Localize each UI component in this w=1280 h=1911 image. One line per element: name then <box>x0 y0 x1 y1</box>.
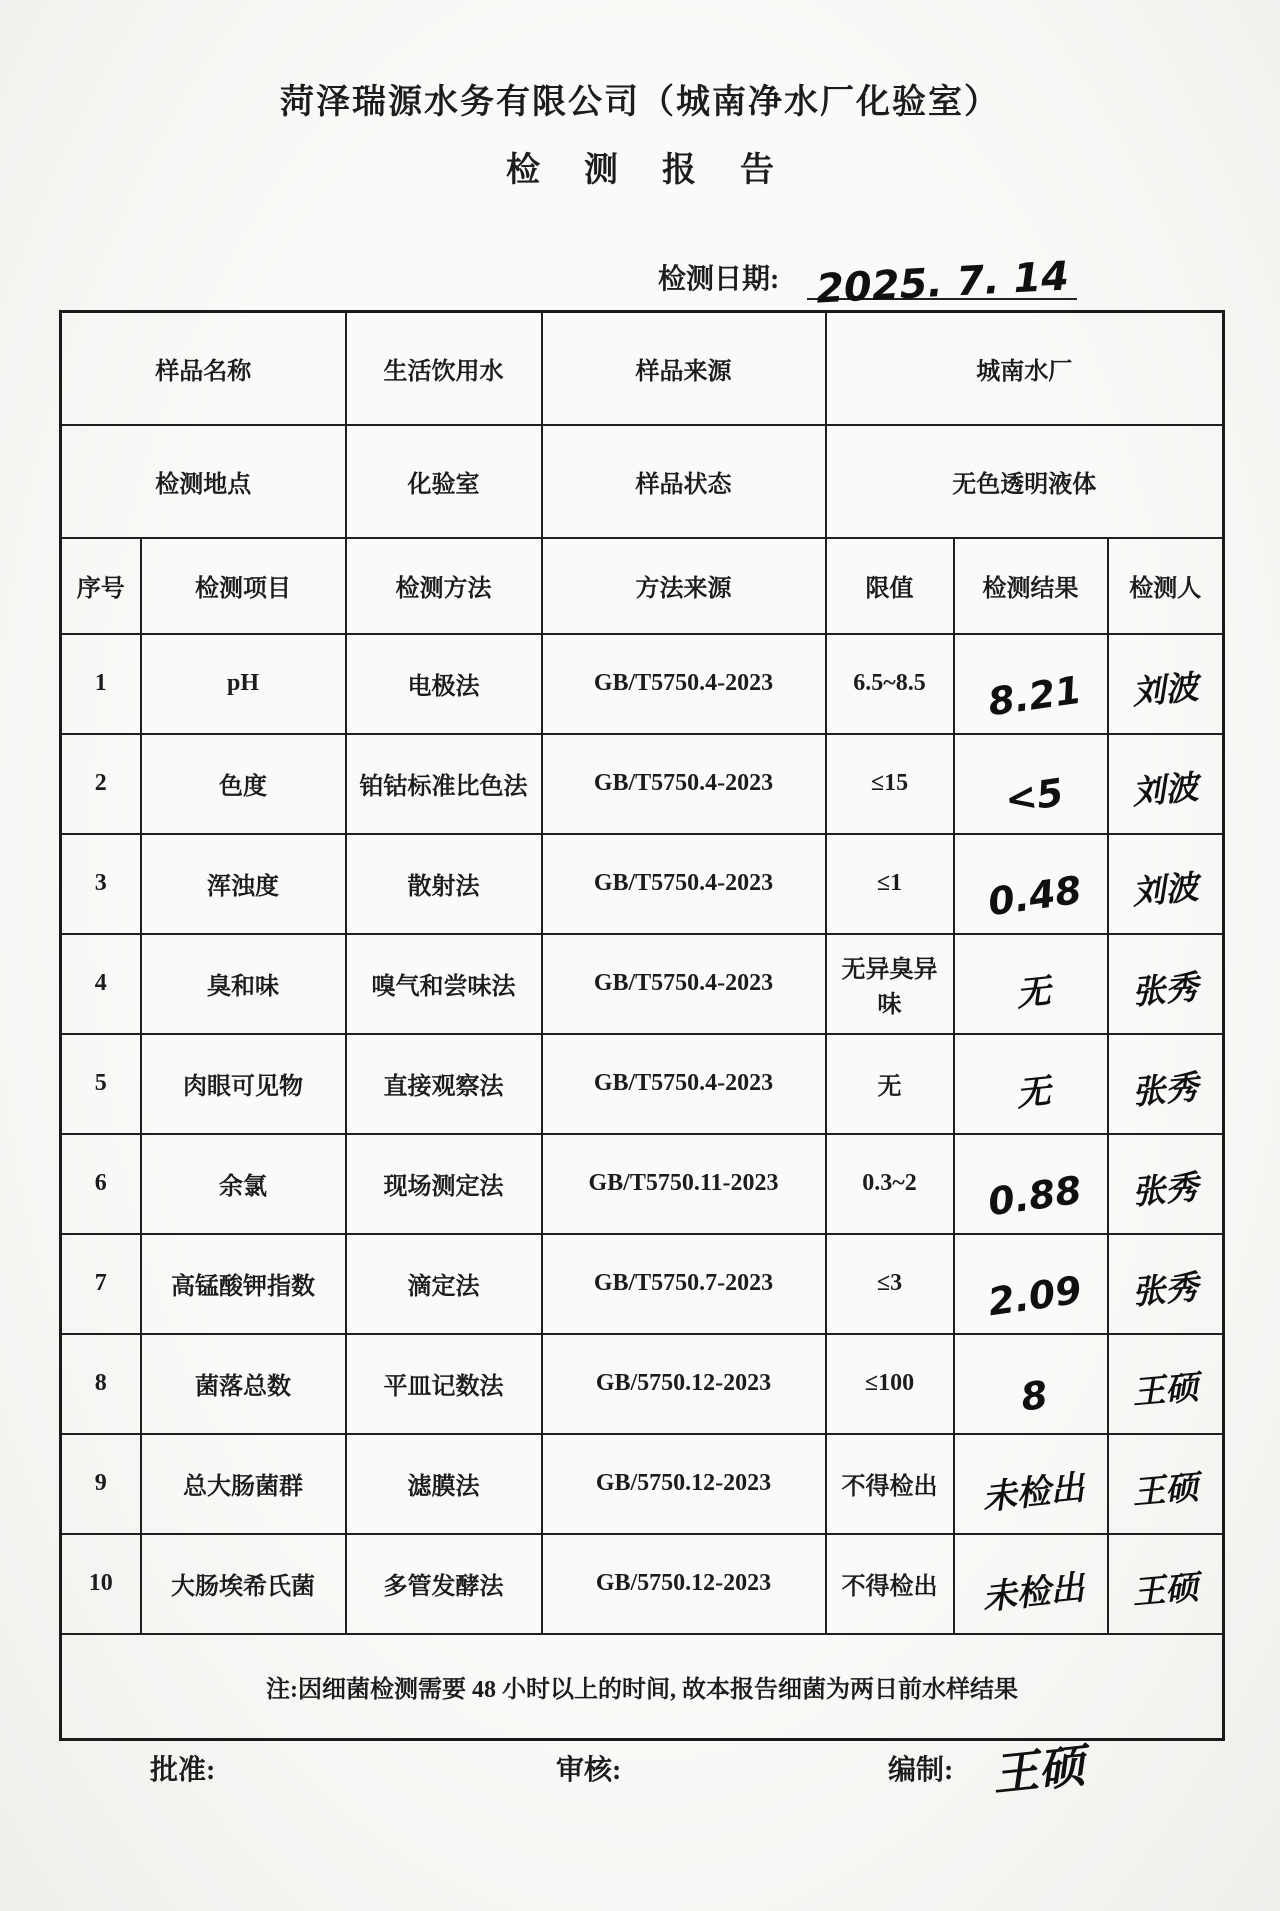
handwritten-signature: 王硕 <box>1130 1367 1200 1412</box>
cell-item: 高锰酸钾指数 <box>141 1234 346 1334</box>
table-row <box>61 1134 1224 1234</box>
cell-source: GB/5750.12-2023 <box>542 1334 826 1434</box>
cell-result <box>954 834 1108 934</box>
cell-limit: ≤15 <box>826 734 954 834</box>
table-row <box>61 1434 1224 1534</box>
handwritten-result: 2.09 <box>985 1267 1084 1324</box>
handwritten-signature: 王硕 <box>1130 1567 1200 1612</box>
col-header-source: 方法来源 <box>542 538 826 634</box>
table-row <box>61 734 1224 834</box>
handwritten-result: 8.21 <box>985 667 1084 724</box>
cell-limit: 不得检出 <box>826 1534 954 1634</box>
handwritten-signature: 刘波 <box>1130 667 1200 712</box>
test-location-label: 检测地点 <box>61 425 346 538</box>
col-header-item: 检测项目 <box>141 538 346 634</box>
cell-source: GB/T5750.4-2023 <box>542 834 826 934</box>
cell-no: 2 <box>61 734 141 834</box>
cell-method: 嗅气和尝味法 <box>346 934 542 1034</box>
cell-source: GB/T5750.4-2023 <box>542 634 826 734</box>
cell-method: 散射法 <box>346 834 542 934</box>
cell-tester <box>1108 1234 1224 1334</box>
prepare-signature-handwritten: 王硕 <box>989 1738 1087 1802</box>
handwritten-result: 0.48 <box>985 867 1084 924</box>
cell-no: 7 <box>61 1234 141 1334</box>
test-report-table <box>59 310 1225 1741</box>
cell-source: GB/T5750.4-2023 <box>542 934 826 1034</box>
cell-tester <box>1108 1034 1224 1134</box>
cell-tester <box>1108 734 1224 834</box>
col-header-result: 检测结果 <box>954 538 1108 634</box>
approve-label: 批准: <box>150 1755 216 1786</box>
handwritten-signature: 张秀 <box>1130 1267 1200 1312</box>
cell-item: 总大肠菌群 <box>141 1434 346 1534</box>
handwritten-signature: 刘波 <box>1130 767 1200 812</box>
cell-no: 3 <box>61 834 141 934</box>
cell-item: 浑浊度 <box>141 834 346 934</box>
table-row <box>61 1534 1224 1634</box>
handwritten-signature: 王硕 <box>1130 1467 1200 1512</box>
handwritten-result: 无 <box>1013 1071 1052 1115</box>
cell-source: GB/T5750.4-2023 <box>542 1034 826 1134</box>
cell-tester <box>1108 1134 1224 1234</box>
cell-tester <box>1108 834 1224 934</box>
cell-tester <box>1108 1534 1224 1634</box>
handwritten-result: 未检出 <box>980 1467 1086 1519</box>
col-header-no: 序号 <box>61 538 141 634</box>
cell-result <box>954 934 1108 1034</box>
cell-limit: ≤3 <box>826 1234 954 1334</box>
table-header-row <box>61 538 1224 634</box>
cell-source: GB/5750.12-2023 <box>542 1534 826 1634</box>
sample-origin-label: 样品来源 <box>542 312 826 425</box>
cell-source: GB/T5750.7-2023 <box>542 1234 826 1334</box>
cell-tester <box>1108 1434 1224 1534</box>
report-title: 检测报告 <box>506 152 818 189</box>
test-date-handwritten: 2025. 7. 14 <box>814 253 1070 313</box>
cell-method: 平皿记数法 <box>346 1334 542 1434</box>
sample-origin-value: 城南水厂 <box>826 312 1224 425</box>
cell-limit: 无异臭异味 <box>826 934 954 1034</box>
handwritten-signature: 张秀 <box>1130 1167 1200 1212</box>
table-row <box>61 1234 1224 1334</box>
test-date-line <box>658 252 1077 313</box>
test-location-value: 化验室 <box>346 425 542 538</box>
col-header-method: 检测方法 <box>346 538 542 634</box>
cell-source: GB/T5750.11-2023 <box>542 1134 826 1234</box>
cell-method: 电极法 <box>346 634 542 734</box>
company-title: 菏泽瑞源水务有限公司（城南净水厂化验室） <box>280 84 1000 121</box>
sample-name-label: 样品名称 <box>61 312 346 425</box>
cell-result <box>954 1434 1108 1534</box>
cell-item: 色度 <box>141 734 346 834</box>
table-row <box>61 1334 1224 1434</box>
cell-no: 6 <box>61 1134 141 1234</box>
sample-info-row-2 <box>61 425 1224 538</box>
cell-no: 5 <box>61 1034 141 1134</box>
cell-item: 菌落总数 <box>141 1334 346 1434</box>
cell-limit: 0.3~2 <box>826 1134 954 1234</box>
bacteria-note: 注:因细菌检测需要 48 小时以上的时间, 故本报告细菌为两日前水样结果 <box>61 1634 1224 1740</box>
col-header-limit: 限值 <box>826 538 954 634</box>
handwritten-result: 无 <box>1013 971 1052 1015</box>
review-label: 审核: <box>556 1755 622 1786</box>
cell-result <box>954 634 1108 734</box>
cell-result <box>954 734 1108 834</box>
table-row <box>61 1034 1224 1134</box>
cell-limit: ≤100 <box>826 1334 954 1434</box>
table-row <box>61 934 1224 1034</box>
cell-limit: 6.5~8.5 <box>826 634 954 734</box>
cell-item: 余氯 <box>141 1134 346 1234</box>
cell-result <box>954 1134 1108 1234</box>
cell-no: 10 <box>61 1534 141 1634</box>
cell-method: 直接观察法 <box>346 1034 542 1134</box>
handwritten-signature: 张秀 <box>1130 967 1200 1012</box>
handwritten-signature: 张秀 <box>1130 1067 1200 1112</box>
cell-no: 1 <box>61 634 141 734</box>
table-row <box>61 634 1224 734</box>
handwritten-result: <5 <box>1002 769 1067 822</box>
cell-method: 滴定法 <box>346 1234 542 1334</box>
cell-item: pH <box>141 634 346 734</box>
cell-tester <box>1108 1334 1224 1434</box>
note-row <box>61 1634 1224 1740</box>
sample-info-row-1 <box>61 312 1224 425</box>
cell-no: 9 <box>61 1434 141 1534</box>
test-date-underline <box>807 252 1077 313</box>
handwritten-result: 0.88 <box>985 1167 1084 1224</box>
cell-item: 臭和味 <box>141 934 346 1034</box>
cell-limit: 不得检出 <box>826 1434 954 1534</box>
cell-method: 多管发酵法 <box>346 1534 542 1634</box>
cell-tester <box>1108 934 1224 1034</box>
handwritten-result: 未检出 <box>980 1567 1086 1619</box>
cell-limit: 无 <box>826 1034 954 1134</box>
table-row <box>61 834 1224 934</box>
cell-no: 8 <box>61 1334 141 1434</box>
test-date-label: 检测日期: <box>658 264 780 295</box>
cell-result <box>954 1234 1108 1334</box>
cell-tester <box>1108 634 1224 734</box>
cell-method: 现场测定法 <box>346 1134 542 1234</box>
cell-result <box>954 1034 1108 1134</box>
cell-method: 铂钴标准比色法 <box>346 734 542 834</box>
sample-state-label: 样品状态 <box>542 425 826 538</box>
cell-item: 大肠埃希氏菌 <box>141 1534 346 1634</box>
handwritten-signature: 刘波 <box>1130 867 1200 912</box>
cell-result <box>954 1334 1108 1434</box>
cell-source: GB/T5750.4-2023 <box>542 734 826 834</box>
cell-limit: ≤1 <box>826 834 954 934</box>
cell-method: 滤膜法 <box>346 1434 542 1534</box>
prepare-label: 编制: <box>888 1755 954 1786</box>
cell-item: 肉眼可见物 <box>141 1034 346 1134</box>
col-header-tester: 检测人 <box>1108 538 1224 634</box>
sample-name-value: 生活饮用水 <box>346 312 542 425</box>
cell-no: 4 <box>61 934 141 1034</box>
handwritten-result: 8 <box>1018 1371 1051 1420</box>
sample-state-value: 无色透明液体 <box>826 425 1224 538</box>
cell-source: GB/5750.12-2023 <box>542 1434 826 1534</box>
cell-result <box>954 1534 1108 1634</box>
